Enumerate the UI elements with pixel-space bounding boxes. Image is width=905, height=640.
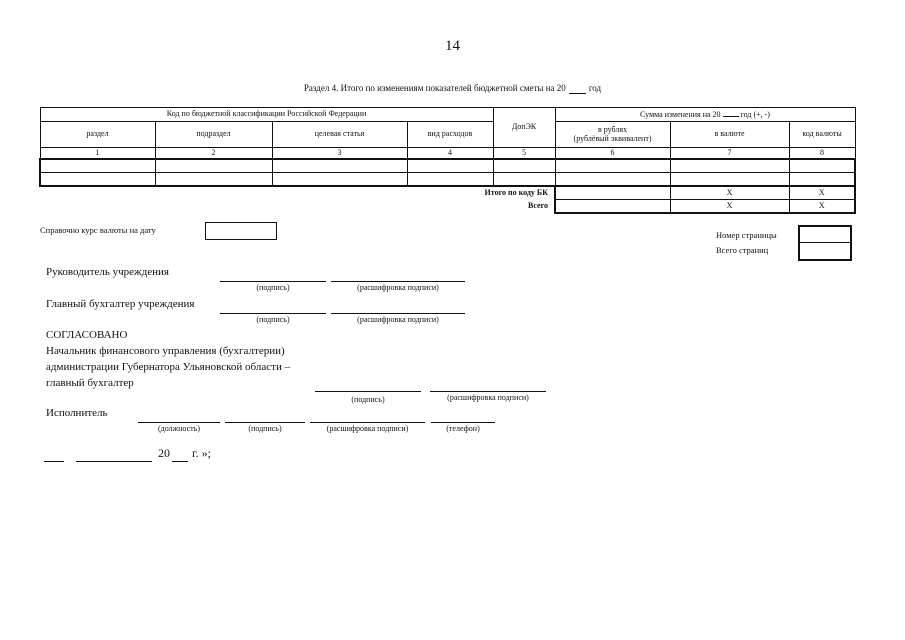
executor-decoding-caption: (расшифровка подписи)	[326, 424, 409, 433]
total-all-rubles[interactable]	[555, 200, 670, 214]
month-blank[interactable]	[76, 446, 152, 462]
head-decoding-line[interactable]	[331, 281, 465, 282]
header-sum-change	[555, 108, 855, 122]
total-bk-currency-code: X	[789, 186, 855, 200]
executor-signature-line[interactable]	[225, 422, 305, 423]
total-bk-currency: X	[670, 186, 789, 200]
executor-phone-line[interactable]	[431, 422, 495, 423]
table-cell[interactable]	[789, 173, 855, 187]
section-title-suffix: год	[588, 83, 602, 93]
executor-signature-caption: (подпись)	[248, 424, 282, 433]
chief-signature-caption: (подпись)	[256, 315, 290, 324]
year-blank-2	[723, 109, 739, 117]
table-row	[40, 173, 855, 187]
table-cell[interactable]	[555, 159, 670, 173]
rate-date-field[interactable]	[205, 222, 277, 240]
date-footer	[44, 446, 211, 462]
header-budget-classification: Код по бюджетной классификации Российской Федерации	[40, 108, 493, 122]
finance-head-line1: Начальник финансового управления (бухгалтерии)	[46, 345, 285, 357]
pages-box[interactable]	[798, 225, 852, 261]
year-blank	[569, 83, 586, 94]
table-cell[interactable]	[155, 173, 272, 187]
header-dopek: ДопЭК	[493, 108, 555, 148]
total-bk-rubles[interactable]	[555, 186, 670, 200]
col-number-4: 4	[407, 148, 493, 160]
year-blank-3[interactable]	[172, 446, 188, 462]
table-cell[interactable]	[407, 159, 493, 173]
head-decoding-caption: (расшифровка подписи)	[357, 283, 439, 292]
executor-phone-caption: (телефон)	[446, 424, 480, 433]
chief-accountant-label: Главный бухгалтер учреждения	[46, 298, 195, 310]
header-rubles-line2: (рублёвый эквивалент)	[573, 133, 652, 143]
executor-position-line[interactable]	[138, 422, 220, 423]
header-subsection: подраздел	[155, 122, 272, 148]
rate-label: Справочно курс валюты на дату	[40, 225, 156, 235]
executor-position-caption: (должность)	[158, 424, 200, 433]
table-row	[40, 159, 855, 173]
table-cell[interactable]	[670, 159, 789, 173]
year-suffix: г. »;	[192, 446, 211, 460]
col-number-6: 6	[555, 148, 670, 160]
chief-decoding-caption: (расшифровка подписи)	[357, 315, 439, 324]
finance-head-line2: администрации Губернатора Ульяновской области –	[46, 361, 291, 373]
head-signature-caption: (подпись)	[256, 283, 290, 292]
finance-head-line3: главный бухгалтер	[46, 377, 134, 389]
approved-label: СОГЛАСОВАНО	[46, 329, 128, 341]
executor-decoding-line[interactable]	[310, 422, 425, 423]
header-sum-change-prefix: Сумма изменения на 20	[640, 110, 721, 120]
table-cell[interactable]	[789, 159, 855, 173]
header-rubles-line1: в рублях	[597, 125, 628, 135]
header-currency-code: код валюты	[789, 122, 855, 148]
total-all-label: Всего	[528, 201, 549, 211]
total-pages-label: Всего страниц	[716, 245, 769, 255]
executor-label: Исполнитель	[46, 407, 108, 419]
col-number-1: 1	[40, 148, 155, 160]
table-cell[interactable]	[40, 159, 155, 173]
page-number: 14	[445, 38, 460, 54]
col-number-3: 3	[272, 148, 407, 160]
section-title	[0, 83, 905, 94]
section-title-prefix: Раздел 4. Итого по изменениям показателей бюджетной сметы на 20	[303, 83, 566, 93]
page-number-label: Номер страницы	[716, 230, 777, 240]
year-prefix: 20	[158, 446, 170, 460]
header-section: раздел	[40, 122, 155, 148]
budget-changes-table	[39, 107, 856, 214]
chief-signature-line[interactable]	[220, 313, 326, 314]
col-number-2: 2	[155, 148, 272, 160]
table-cell[interactable]	[272, 159, 407, 173]
day-blank[interactable]	[44, 446, 64, 462]
table-cell[interactable]	[155, 159, 272, 173]
pages-labels	[716, 228, 777, 258]
finance-decoding-line[interactable]	[430, 391, 546, 392]
col-number-5: 5	[493, 148, 555, 160]
total-all-currency-code: X	[789, 200, 855, 214]
header-target-article: целевая статья	[272, 122, 407, 148]
total-bk-label: Итого по коду БК	[484, 188, 549, 198]
header-sum-change-suffix: год (+, -)	[740, 110, 770, 120]
chief-decoding-line[interactable]	[331, 313, 465, 314]
header-currency: в валюте	[670, 122, 789, 148]
finance-decoding-caption: (расшифровка подписи)	[447, 393, 529, 402]
table-cell[interactable]	[555, 173, 670, 187]
table-cell[interactable]	[40, 173, 155, 187]
header-expense-type: вид расходов	[407, 122, 493, 148]
head-label: Руководитель учреждения	[46, 266, 169, 278]
col-number-7: 7	[670, 148, 789, 160]
table-cell[interactable]	[493, 173, 555, 187]
table-cell[interactable]	[272, 173, 407, 187]
header-rubles	[555, 122, 670, 148]
table-cell[interactable]	[670, 173, 789, 187]
total-all-currency: X	[670, 200, 789, 214]
table-cell[interactable]	[493, 159, 555, 173]
col-number-8: 8	[789, 148, 855, 160]
finance-signature-line[interactable]	[315, 391, 421, 392]
finance-signature-caption: (подпись)	[351, 395, 385, 404]
pages-box-divider	[800, 242, 850, 243]
table-cell[interactable]	[407, 173, 493, 187]
head-signature-line[interactable]	[220, 281, 326, 282]
